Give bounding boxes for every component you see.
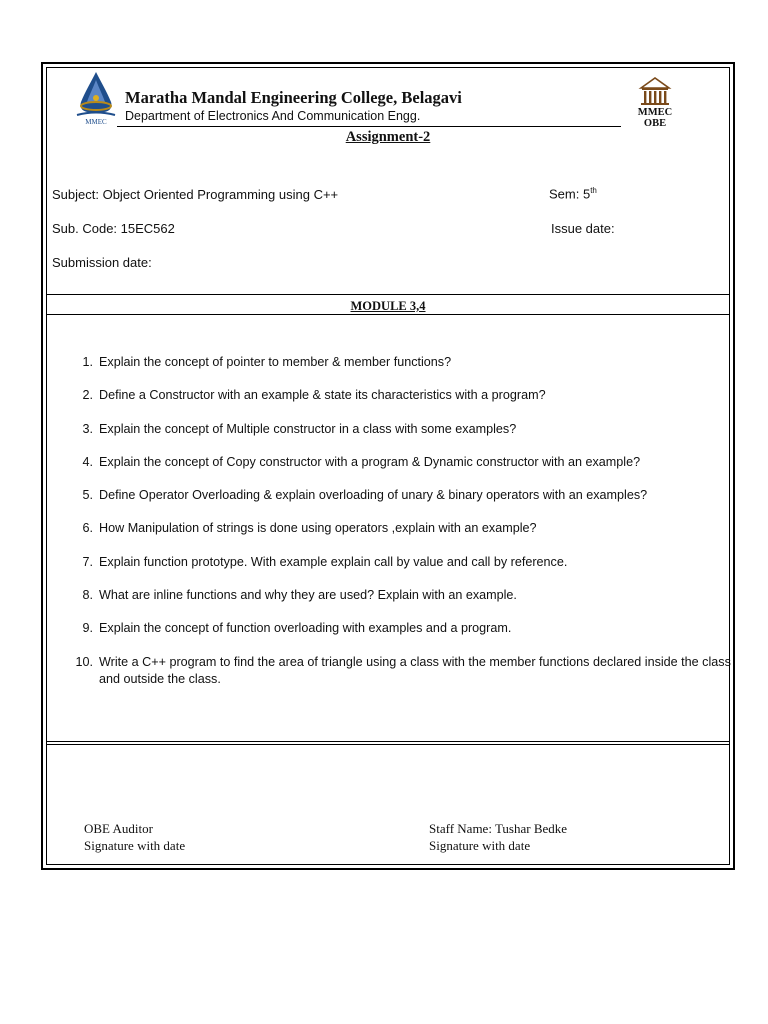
list-item: 9. Explain the concept of function overloading with examples and a program. (82, 621, 512, 636)
list-item: 1. Explain the concept of pointer to member & member functions? (82, 355, 452, 369)
svg-text:MMEC: MMEC (637, 107, 673, 118)
right-signature-label: Signature with date (429, 838, 531, 853)
obe-auditor-label: OBE Auditor (84, 821, 153, 836)
department-name: Department of Electronics And Communication Engg. (125, 109, 421, 123)
obe-logo-icon (627, 72, 683, 128)
list-item: 10. Write a C++ program to find the area of triangle using a class with the member functions declared inside the class and outside the class. (75, 654, 731, 686)
document-inner-frame (46, 67, 730, 865)
question-list (71, 354, 731, 704)
header-rule (117, 126, 621, 127)
list-item: 3. Explain the concept of Multiple constructor in a class with some examples? (82, 421, 517, 436)
list-item: 7. Explain function prototype. With example explain call by value and call by reference. (82, 554, 568, 569)
college-name: Maratha Mandal Engineering College, Belagavi (125, 88, 462, 107)
list-item: 4. Explain the concept of Copy constructor with a program & Dynamic constructor with an example? (82, 454, 641, 469)
college-logo-icon (71, 70, 121, 126)
submission-date-label: Submission date: (52, 255, 152, 270)
divider-signature-top (47, 741, 729, 742)
svg-text:OBE: OBE (643, 118, 667, 128)
list-item: 8. What are inline functions and why they are used? Explain with an example. (82, 588, 517, 603)
divider-signature-top-double (47, 744, 729, 745)
list-item: 6. How Manipulation of strings is done using operators ,explain with an example? (82, 521, 537, 536)
svg-text:MMEC: MMEC (85, 118, 107, 126)
assignment-title: Assignment-2 (345, 129, 431, 145)
left-signature-label: Signature with date (84, 838, 186, 853)
list-item: 2. Define a Constructor with an example & state its characteristics with a program? (82, 388, 546, 403)
divider-module-bottom (47, 314, 729, 315)
subject-text: Subject: Object Oriented Programming using C++ (52, 187, 339, 202)
list-item: 5. Define Operator Overloading & explain overloading of unary & binary operators with an examples? (82, 488, 648, 503)
semester-text: Sem: 5th (549, 186, 597, 202)
divider-module-top (47, 294, 729, 295)
module-title: MODULE 3,4 (350, 299, 426, 313)
issue-date-label: Issue date: (551, 221, 615, 236)
sub-code-text: Sub. Code: 15EC562 (52, 221, 175, 236)
document-frame (41, 62, 735, 870)
staff-name-label: Staff Name: Tushar Bedke (429, 821, 568, 836)
